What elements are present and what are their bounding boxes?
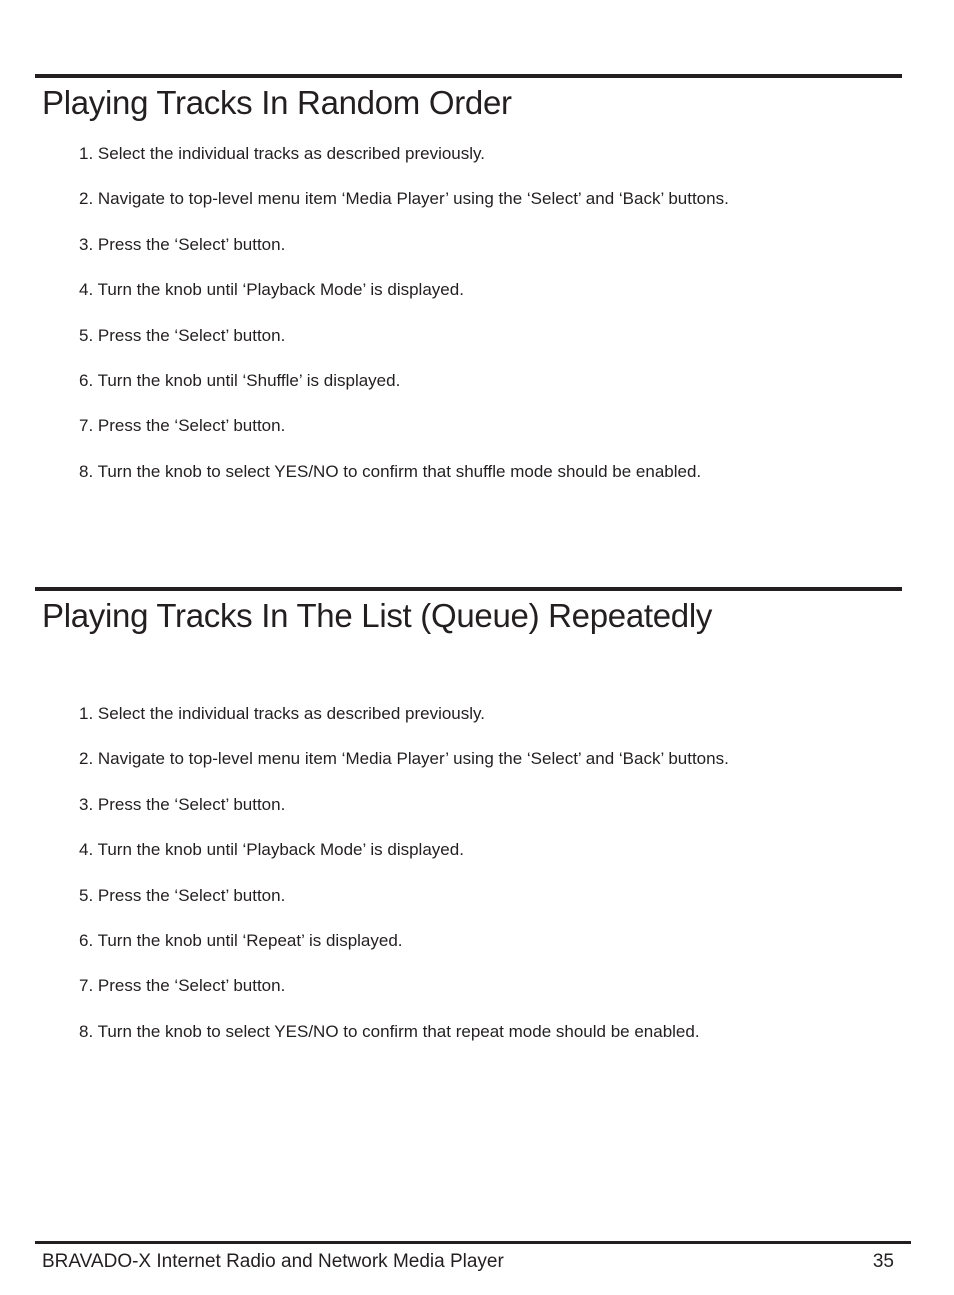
footer-divider xyxy=(35,1241,911,1244)
list-item: 2. Navigate to top-level menu item ‘Media Player’ using the ‘Select’ and ‘Back’ buttons. xyxy=(79,189,729,209)
list-item: 8. Turn the knob to select YES/NO to confirm that shuffle mode should be enabled. xyxy=(79,461,702,481)
list-item: 6. Turn the knob until ‘Repeat’ is displayed. xyxy=(79,930,403,950)
list-item: 2. Navigate to top-level menu item ‘Media Player’ using the ‘Select’ and ‘Back’ buttons. xyxy=(79,749,729,769)
list-item: 4. Turn the knob until ‘Playback Mode’ is displayed. xyxy=(79,840,464,860)
list-item: 4. Turn the knob until ‘Playback Mode’ is displayed. xyxy=(79,280,464,300)
list-item: 8. Turn the knob to select YES/NO to confirm that repeat mode should be enabled. xyxy=(79,1021,700,1041)
section-divider-top xyxy=(35,74,902,78)
list-item: 6. Turn the knob until ‘Shuffle’ is displayed. xyxy=(79,370,401,390)
list-item: 5. Press the ‘Select’ button. xyxy=(79,325,286,345)
page-number: 35 xyxy=(872,1251,894,1272)
list-item: 7. Press the ‘Select’ button. xyxy=(79,416,286,436)
list-item: 1. Select the individual tracks as described previously. xyxy=(79,704,485,723)
list-item: 3. Press the ‘Select’ button. xyxy=(79,794,286,814)
list-item: 5. Press the ‘Select’ button. xyxy=(79,885,286,905)
repeat-queue-step-list xyxy=(79,704,729,1067)
section-divider-middle xyxy=(35,587,902,591)
list-item: 1. Select the individual tracks as described previously. xyxy=(79,144,485,163)
list-item: 3. Press the ‘Select’ button. xyxy=(79,234,286,254)
section-title-random-order: Playing Tracks In Random Order xyxy=(42,84,512,121)
random-order-step-list xyxy=(79,144,729,507)
section-title-repeat-queue: Playing Tracks In The List (Queue) Repeatedly xyxy=(42,597,713,634)
footer-product-name: BRAVADO-X Internet Radio and Network Media Player xyxy=(42,1251,504,1272)
list-item: 7. Press the ‘Select’ button. xyxy=(79,976,286,996)
